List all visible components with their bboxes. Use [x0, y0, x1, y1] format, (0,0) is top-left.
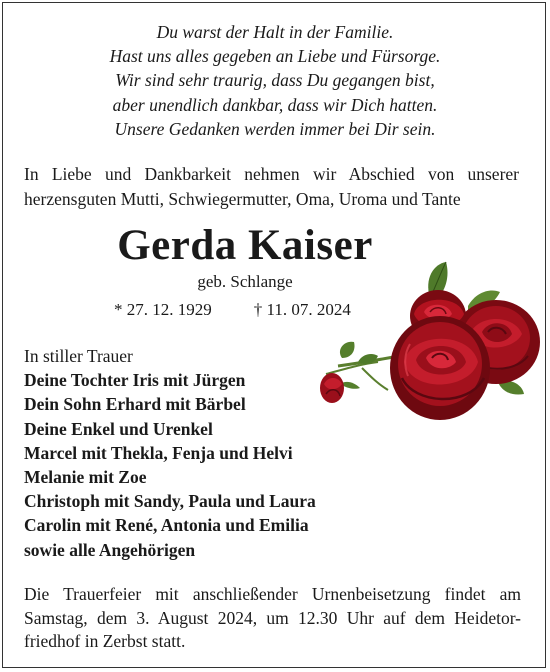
- poem-line: Unsere Gedanken werden immer bei Dir sein.: [114, 118, 436, 139]
- mourner-line: Carolin mit René, Antonia und Emilia: [24, 515, 309, 536]
- poem-line: aber unendlich dankbar, dass wir Dich hatten.: [112, 94, 438, 115]
- service-line: friedhof in Zerbst statt.: [24, 631, 186, 651]
- death-date: † 11. 07. 2024: [253, 300, 351, 319]
- poem-line: Wir sind sehr traurig, dass Du gegangen bist,: [115, 70, 435, 91]
- maiden-name: geb. Schlange: [197, 272, 293, 291]
- funeral-service-info: [24, 583, 521, 654]
- mourner-line: Deine Enkel und Urenkel: [24, 418, 213, 439]
- intro-line: herzensguten Mutti, Schwiegermutter, Oma, Uroma und Tante: [24, 188, 461, 209]
- deceased-name: Gerda Kaiser: [117, 222, 373, 269]
- red-roses-image: [318, 258, 540, 430]
- mourner-line: Dein Sohn Erhard mit Bärbel: [24, 394, 246, 415]
- birth-date: * 27. 12. 1929: [114, 300, 212, 319]
- poem-line: Hast uns alles gegeben an Liebe und Fürsorge.: [109, 46, 441, 67]
- memorial-poem: [0, 20, 550, 141]
- mourner-line: Deine Tochter Iris mit Jürgen: [24, 370, 246, 391]
- life-dates: [114, 299, 351, 321]
- mourners-heading: In stiller Trauer: [24, 346, 133, 366]
- mourners-list: [24, 344, 316, 562]
- mourner-line: Christoph mit Sandy, Paula und Laura: [24, 491, 316, 512]
- service-line: Die Trauerfeier mit anschließender Urnenbeisetzung findet am: [24, 584, 521, 604]
- farewell-intro: [24, 162, 519, 211]
- service-line: Samstag, dem 3. August 2024, um 12.30 Uhr auf dem Heidetor-: [24, 607, 521, 628]
- intro-line: In Liebe und Dankbarkeit nehmen wir Abschied von unserer: [24, 164, 519, 184]
- mourner-line: Melanie mit Zoe: [24, 467, 147, 488]
- poem-line: Du warst der Halt in der Familie.: [156, 22, 394, 42]
- mourner-line: Marcel mit Thekla, Fenja und Helvi: [24, 442, 293, 463]
- mourner-line: sowie alle Angehörigen: [24, 539, 196, 560]
